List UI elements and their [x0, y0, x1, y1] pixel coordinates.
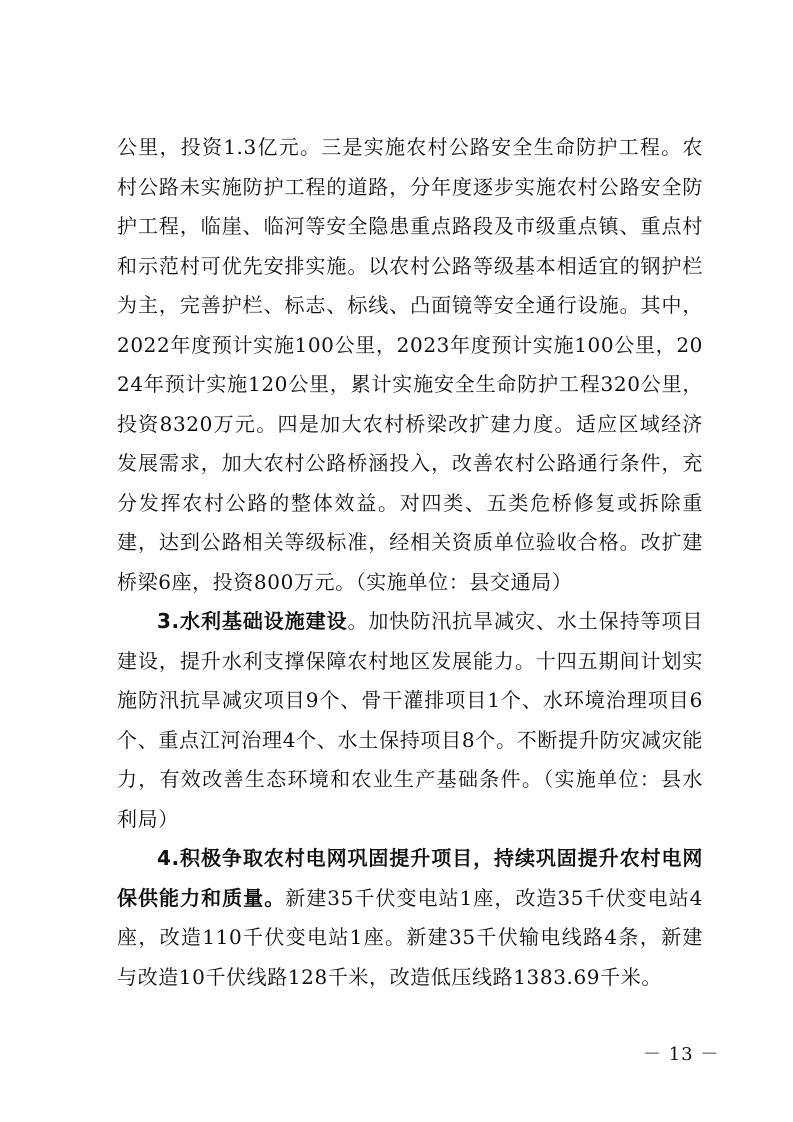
paragraph-rural-road-safety: [117, 128, 703, 602]
section-heading-power-grid: 4.积极争取农村电网巩固提升项目，持续巩固提升农村电网保供能力和质量。: [117, 846, 703, 910]
paragraph-text: 公里，投资1.3亿元。三是实施农村公路安全生命防护工程。农村公路未实施防护工程的道路，分年度逐步实施农村公路安全防护工程，临崖、临河等安全隐患重点路段及市级重点镇、重点村和示范村可优先安排实施。以农村公路等级基本相适宜的钢护栏为主，完善护栏、标志、标线、凸面镜等安全通行设施。其中，2022年度预计实施100公里，2023年度预计实施100公里，2024年预计实施120公里，累计实施安全生命防护工程320公里，投资8320万元。四是加大农村桥梁改扩建力度。适应区域经济发展需求，加大农村公路桥涵投入，改善农村公路通行条件，充分发挥农村公路的整体效益。对四类、五类危桥修复或拆除重建，达到公路相关等级标准，经相关资质单位验收合格。改扩建桥梁6座，投资800万元。（实施单位：县交通局）: [117, 135, 703, 594]
paragraph-water-infrastructure: [117, 602, 703, 839]
page-number: － 13 －: [643, 1044, 720, 1065]
paragraph-text: 。加快防汛抗旱减灾、水土保持等项目建设，提升水利支撑保障农村地区发展能力。十四五期间计划实施防汛抗旱减灾项目9个、骨干灌排项目1个、水环境治理项目6个、重点江河治理4个、水土保持项目8个。不断提升防灾减灾能力，有效改善生态环境和农业生产基础条件。（实施单位：县水利局）: [117, 609, 703, 831]
paragraph-rural-power-grid: [117, 839, 703, 997]
document-body: [117, 128, 703, 997]
paragraph-text: 新建35千伏变电站1座，改造35千伏变电站4座，改造110千伏变电站1座。新建35千伏输电线路4条，新建与改造10千伏线路128千米，改造低压线路1383.69千米。: [117, 885, 703, 989]
section-heading-water: 3.水利基础设施建设: [157, 609, 348, 633]
